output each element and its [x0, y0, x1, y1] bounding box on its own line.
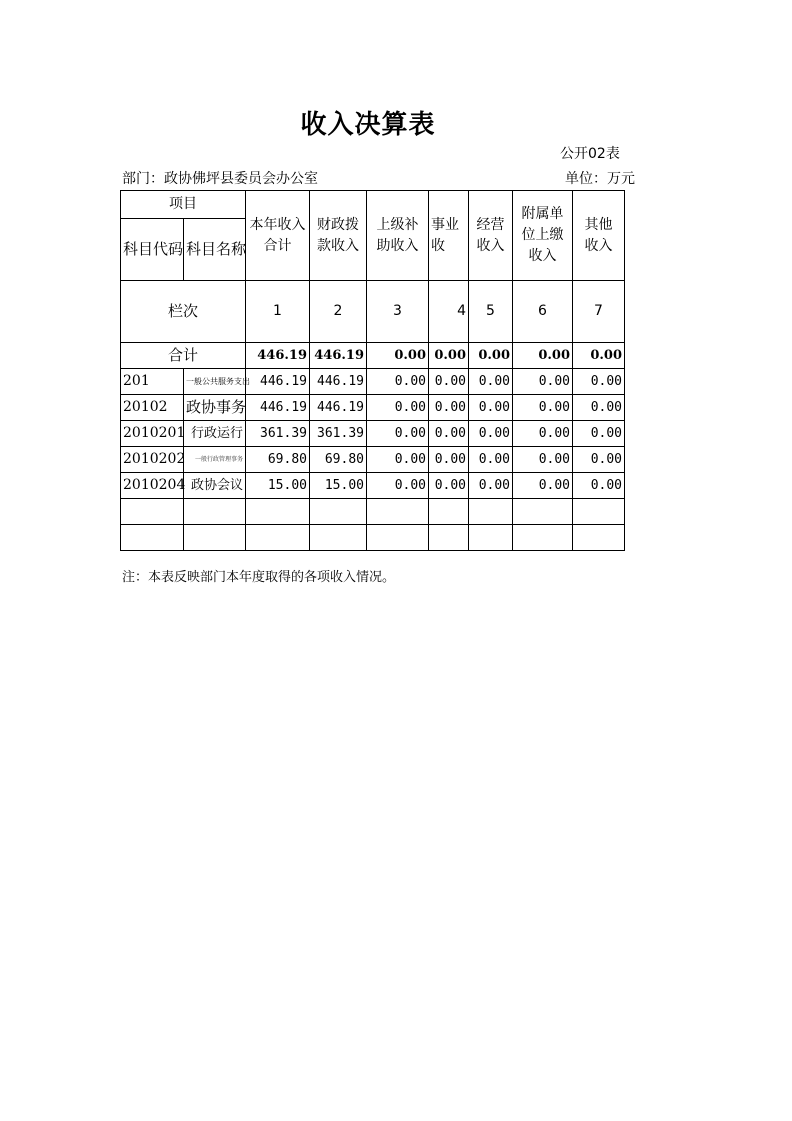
- empty-cell: [513, 499, 573, 525]
- total-value: 0.00: [367, 343, 429, 369]
- value-cell: 446.19: [246, 369, 310, 395]
- empty-cell: [573, 499, 625, 525]
- subject-code: 201: [121, 369, 184, 395]
- empty-cell: [121, 525, 184, 551]
- value-cell: 0.00: [429, 395, 469, 421]
- subject-code: 2010204: [121, 473, 184, 499]
- value-cell: 0.00: [573, 369, 625, 395]
- header-col-operating: [469, 191, 513, 281]
- empty-row: [121, 499, 625, 525]
- column-number: 5: [469, 281, 513, 343]
- department-label: 部门：政协佛坪县委员会办公室: [122, 171, 318, 187]
- value-cell: 0.00: [367, 421, 429, 447]
- column-number: 1: [246, 281, 310, 343]
- empty-cell: [310, 525, 367, 551]
- value-cell: 0.00: [573, 395, 625, 421]
- form-number: 公开02表: [560, 146, 620, 162]
- subject-code: 20102: [121, 395, 184, 421]
- value-cell: 0.00: [429, 421, 469, 447]
- subject-name: 行政运行: [184, 421, 246, 447]
- value-cell: 15.00: [246, 473, 310, 499]
- income-final-accounts-table: [120, 190, 625, 551]
- header-col-superior-text: 上级补 助收入: [376, 216, 419, 254]
- value-cell: 0.00: [573, 421, 625, 447]
- value-cell: 0.00: [429, 473, 469, 499]
- table-row: [121, 395, 625, 421]
- value-cell: 0.00: [469, 369, 513, 395]
- value-cell: 361.39: [246, 421, 310, 447]
- header-row-1: [121, 191, 625, 219]
- column-number-label: 栏次: [121, 281, 246, 343]
- total-value: 446.19: [246, 343, 310, 369]
- empty-cell: [246, 499, 310, 525]
- empty-cell: [367, 525, 429, 551]
- empty-cell: [367, 499, 429, 525]
- empty-cell: [513, 525, 573, 551]
- header-col-fiscal-text: 财政拨 款收入: [317, 216, 359, 254]
- empty-cell: [469, 525, 513, 551]
- header-col-business-text: 事业收: [431, 216, 459, 254]
- value-cell: 0.00: [513, 421, 573, 447]
- value-cell: 0.00: [367, 369, 429, 395]
- subject-name: 一般行政管理事务: [184, 447, 246, 473]
- column-number-row: [121, 281, 625, 343]
- value-cell: 446.19: [310, 369, 367, 395]
- empty-row: [121, 525, 625, 551]
- header-col-business: [429, 191, 469, 281]
- header-name: 科目名称: [184, 219, 246, 281]
- empty-cell: [246, 525, 310, 551]
- header-col-affiliated: [513, 191, 573, 281]
- column-number: 3: [367, 281, 429, 343]
- value-cell: 361.39: [310, 421, 367, 447]
- value-cell: 0.00: [469, 421, 513, 447]
- value-cell: 446.19: [310, 395, 367, 421]
- header-col-total: [246, 191, 310, 281]
- table-row: [121, 447, 625, 473]
- value-cell: 0.00: [513, 473, 573, 499]
- value-cell: 0.00: [573, 447, 625, 473]
- column-number: 2: [310, 281, 367, 343]
- header-project: 项目: [121, 191, 246, 219]
- value-cell: 446.19: [246, 395, 310, 421]
- subject-name: 一般公共服务支出: [184, 369, 246, 395]
- value-cell: 0.00: [469, 473, 513, 499]
- empty-cell: [121, 499, 184, 525]
- table-row: [121, 369, 625, 395]
- value-cell: 0.00: [367, 395, 429, 421]
- value-cell: 0.00: [429, 447, 469, 473]
- column-number: 6: [513, 281, 573, 343]
- empty-cell: [310, 499, 367, 525]
- value-cell: 69.80: [246, 447, 310, 473]
- total-value: 0.00: [429, 343, 469, 369]
- header-col-affiliated-text: 附属单 位上缴 收入: [521, 206, 564, 264]
- report-title: 收入决算表: [300, 110, 436, 140]
- header-col-other: [573, 191, 625, 281]
- total-value: 446.19: [310, 343, 367, 369]
- table-note: 注：本表反映部门本年度取得的各项收入情况。: [122, 570, 396, 585]
- subject-code: 2010201: [121, 421, 184, 447]
- column-number: 7: [573, 281, 625, 343]
- empty-cell: [184, 499, 246, 525]
- value-cell: 0.00: [573, 473, 625, 499]
- value-cell: 15.00: [310, 473, 367, 499]
- empty-cell: [184, 525, 246, 551]
- value-cell: 0.00: [367, 473, 429, 499]
- value-cell: 0.00: [429, 369, 469, 395]
- value-cell: 0.00: [513, 447, 573, 473]
- empty-cell: [469, 499, 513, 525]
- income-table-container: [120, 190, 622, 552]
- total-value: 0.00: [513, 343, 573, 369]
- value-cell: 0.00: [513, 369, 573, 395]
- total-value: 0.00: [469, 343, 513, 369]
- table-row: [121, 421, 625, 447]
- value-cell: 0.00: [513, 395, 573, 421]
- empty-cell: [573, 525, 625, 551]
- subject-name: 政协事务: [184, 395, 246, 421]
- empty-cell: [429, 499, 469, 525]
- value-cell: 0.00: [469, 447, 513, 473]
- header-col-operating-text: 经营 收入: [476, 216, 505, 254]
- value-cell: 69.80: [310, 447, 367, 473]
- total-row: [121, 343, 625, 369]
- value-cell: 0.00: [469, 395, 513, 421]
- unit-label: 单位：万元: [565, 171, 635, 187]
- total-value: 0.00: [573, 343, 625, 369]
- header-col-fiscal: [310, 191, 367, 281]
- header-col-other-text: 其他 收入: [584, 216, 613, 254]
- header-col-total-text: 本年收入 合计: [249, 216, 306, 254]
- header-code: 科目代码: [121, 219, 184, 281]
- header-col-superior: [367, 191, 429, 281]
- subject-code: 2010202: [121, 447, 184, 473]
- table-row: [121, 473, 625, 499]
- value-cell: 0.00: [367, 447, 429, 473]
- subject-name: 政协会议: [184, 473, 246, 499]
- total-label: 合计: [121, 343, 246, 369]
- column-number: 4: [429, 281, 469, 343]
- empty-cell: [429, 525, 469, 551]
